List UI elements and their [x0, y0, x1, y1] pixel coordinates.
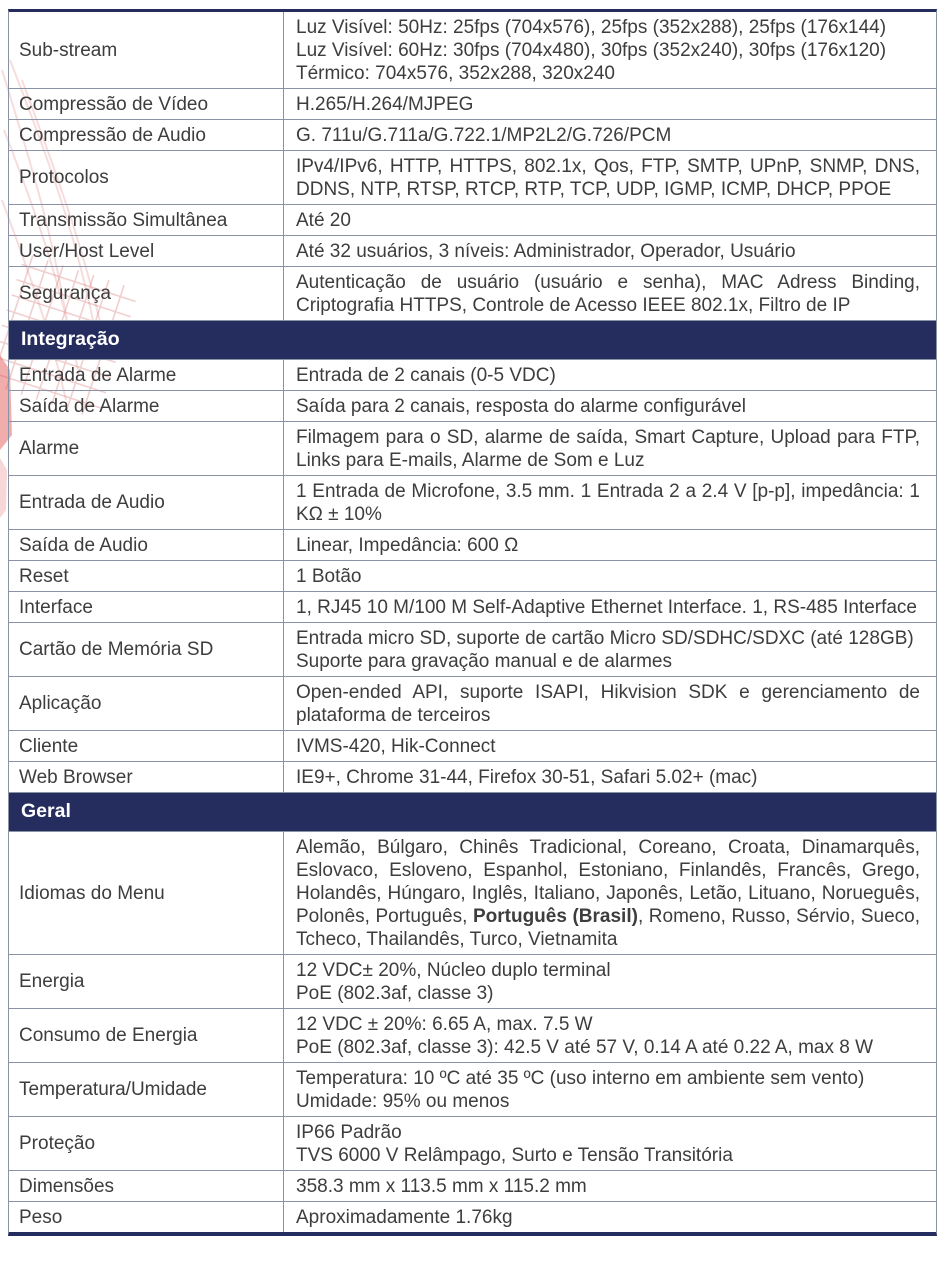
table-row [9, 1008, 936, 1062]
spec-value-line: 358.3 mm x 113.5 mm x 115.2 mm [296, 1175, 587, 1197]
table-row [9, 1201, 936, 1232]
spec-label-reset [9, 561, 284, 591]
spec-value-line: PoE (802.3af, classe 3): 42.5 V até 57 V, 0.14 A até 0.22 A, max 8 W [296, 1036, 874, 1058]
spec-label-text: Sub-stream [19, 39, 118, 61]
spec-label-text: Compressão de Vídeo [19, 93, 209, 115]
table-row [9, 421, 936, 475]
table-row [9, 529, 936, 560]
table-row [9, 622, 936, 676]
table-row [9, 475, 936, 529]
table-row [9, 761, 936, 792]
spec-label-text: Peso [19, 1206, 63, 1228]
table-row [9, 591, 936, 622]
spec-value-line: Open-ended API, suporte ISAPI, Hikvision SDK e gerenciamento de plataforma de terceiros [296, 681, 920, 726]
spec-label-text: Interface [19, 596, 93, 618]
table-row [9, 560, 936, 591]
spec-value-line: Suporte para gravação manual e de alarmes [296, 650, 673, 672]
spec-value-line: Entrada de 2 canais (0-5 VDC) [296, 364, 556, 386]
spec-label-text: User/Host Level [19, 240, 155, 262]
spec-label-text: Dimensões [19, 1175, 115, 1197]
spec-value-line: Aproximadamente 1.76kg [296, 1206, 513, 1228]
spec-label-text: Consumo de Energia [19, 1025, 198, 1046]
spec-value [284, 955, 936, 1008]
spec-value [284, 151, 936, 204]
table-row [9, 954, 936, 1008]
spec-value [284, 677, 936, 730]
table-row [9, 204, 936, 235]
spec-value-line: Entrada micro SD, suporte de cartão Micro SD/SDHC/SDXC (até 128GB) [296, 627, 914, 649]
spec-label-protocolos [9, 151, 284, 204]
table-row [9, 1170, 936, 1201]
spec-value-line: Luz Visível: 60Hz: 30fps (704x480), 30fps (352x240), 30fps (176x120) [296, 39, 887, 61]
spec-value-segment: , Romeno, Russo, Sérvio, Sueco, Tcheco, Thailandês, Turco, Vietnamita [296, 905, 920, 950]
table-row [9, 235, 936, 266]
spec-label-text: Idiomas do Menu [19, 882, 165, 904]
spec-label-temperatura-umidade [9, 1063, 284, 1116]
table-row [9, 1116, 936, 1170]
spec-label-alarme [9, 422, 284, 475]
spec-value-line: 12 VDC ± 20%: 6.65 A, max. 7.5 W [296, 1013, 593, 1035]
spec-value [284, 360, 936, 390]
spec-value-line: IVMS-420, Hik-Connect [296, 735, 496, 757]
table-row [9, 119, 936, 150]
spec-value [284, 422, 936, 475]
spec-label-text: Temperatura/Umidade [19, 1079, 207, 1100]
spec-value [284, 1202, 936, 1232]
spec-value-line: Térmico: 704x576, 352x288, 320x240 [296, 62, 615, 84]
table-row [9, 12, 936, 88]
spec-label-saida-de-alarme [9, 391, 284, 421]
spec-value-line: Até 32 usuários, 3 níveis: Administrador, Operador, Usuário [296, 240, 796, 262]
spec-value-line: 12 VDC± 20%, Núcleo duplo terminal [296, 959, 611, 981]
spec-label-interface [9, 592, 284, 622]
table-row [9, 390, 936, 421]
spec-label-compressao-de-audio [9, 120, 284, 150]
spec-label-text: Reset [19, 565, 69, 587]
spec-label-text: Protocolos [19, 167, 109, 188]
spec-label-seguranca [9, 267, 284, 320]
table-row [9, 831, 936, 954]
spec-label-compressao-de-video [9, 89, 284, 119]
spec-label-text: Energia [19, 971, 85, 992]
spec-value [284, 1171, 936, 1201]
spec-label-energia [9, 955, 284, 1008]
spec-value-line: Linear, Impedância: 600 Ω [296, 534, 519, 556]
spec-label-protecao [9, 1117, 284, 1170]
spec-value-line: Autenticação de usuário (usuário e senha), MAC Adress Binding, Criptografia HTTPS, Controle de Acesso IEEE 802.1x, Filtro de IP [296, 271, 920, 316]
spec-label-web-browser [9, 762, 284, 792]
spec-value-segment: Alemão, Búlgaro, Chinês Tradicional, Coreano, Croata, Dinamarquês, Eslovaco, Esloveno, Espanhol, Estoniano, Finlandês, Francês, Grego, Holandês, Húngaro, Inglês, Italiano, Japonês, Letão, Lituano, Norueguês, Polonês, Português, [296, 836, 920, 927]
table-row [9, 88, 936, 119]
spec-value-segment-bold: Português (Brasil) [472, 905, 638, 927]
spec-label-text: Transmissão Simultânea [19, 209, 228, 231]
spec-label-text: Entrada de Alarme [19, 364, 177, 386]
spec-label-cliente [9, 731, 284, 761]
spec-value-line: 1 Entrada de Microfone, 3.5 mm. 1 Entrada 2 a 2.4 V [p-p], impedância: 1 KΩ ± 10% [296, 480, 920, 525]
spec-value-line: IE9+, Chrome 31-44, Firefox 30-51, Safari 5.02+ (mac) [296, 766, 758, 788]
spec-value [284, 120, 936, 150]
table-row [9, 150, 936, 204]
spec-value [284, 731, 936, 761]
spec-value-line: IP66 Padrão [296, 1121, 402, 1143]
section-header-integracao: Integração [9, 320, 936, 359]
table-row [9, 676, 936, 730]
spec-value [284, 205, 936, 235]
spec-label-dimensoes [9, 1171, 284, 1201]
spec-value [284, 267, 936, 320]
spec-label-idiomas-do-menu [9, 832, 284, 954]
spec-value [284, 1063, 936, 1116]
spec-label-text: Proteção [19, 1133, 96, 1154]
spec-value [284, 1117, 936, 1170]
spec-value [284, 1009, 936, 1062]
spec-table [8, 9, 937, 1236]
spec-label-text: Aplicação [19, 693, 102, 714]
section-header-geral: Geral [9, 792, 936, 831]
spec-value-line [296, 836, 920, 951]
spec-value-line: PoE (802.3af, classe 3) [296, 982, 494, 1004]
spec-label-text: Saída de Alarme [19, 395, 160, 417]
spec-value [284, 236, 936, 266]
spec-value [284, 762, 936, 792]
table-row [9, 266, 936, 320]
spec-value-line: Até 20 [296, 209, 351, 231]
spec-value [284, 89, 936, 119]
spec-label-text: Web Browser [19, 766, 133, 788]
spec-label-saida-de-audio [9, 530, 284, 560]
spec-value-line: Luz Visível: 50Hz: 25fps (704x576), 25fps (352x288), 25fps (176x144) [296, 16, 887, 38]
table-row [9, 730, 936, 761]
spec-label-text: Alarme [19, 438, 80, 459]
spec-value [284, 561, 936, 591]
spec-value-line: IPv4/IPv6, HTTP, HTTPS, 802.1x, Qos, FTP, SMTP, UPnP, SNMP, DNS, DDNS, NTP, RTSP, RTCP, RTP, TCP, UDP, IGMP, ICMP, DHCP, PPOE [296, 155, 920, 200]
spec-label-text: Saída de Audio [19, 534, 148, 556]
spec-value-line: G. 711u/G.711a/G.722.1/MP2L2/G.726/PCM [296, 124, 672, 146]
spec-label-text: Entrada de Audio [19, 492, 165, 513]
spec-label-user-host-level [9, 236, 284, 266]
spec-label-sub-stream [9, 12, 284, 88]
spec-value [284, 623, 936, 676]
table-row [9, 1062, 936, 1116]
spec-label-entrada-de-alarme [9, 360, 284, 390]
spec-value [284, 592, 936, 622]
spec-value-line: 1 Botão [296, 565, 362, 587]
spec-value [284, 476, 936, 529]
spec-label-peso [9, 1202, 284, 1232]
spec-value-line: TVS 6000 V Relâmpago, Surto e Tensão Transitória [296, 1144, 733, 1166]
spec-value [284, 530, 936, 560]
spec-label-text: Segurança [19, 283, 111, 304]
spec-label-consumo-de-energia [9, 1009, 284, 1062]
spec-value [284, 832, 936, 954]
spec-value-line: Temperatura: 10 ºC até 35 ºC (uso interno em ambiente sem vento) [296, 1067, 865, 1089]
spec-label-transmissao-simultanea [9, 205, 284, 235]
spec-value-line: Filmagem para o SD, alarme de saída, Smart Capture, Upload para FTP, Links para E-mails, Alarme de Som e Luz [296, 426, 920, 471]
spec-label-cartao-de-memoria-sd [9, 623, 284, 676]
spec-value-line: 1, RJ45 10 M/100 M Self-Adaptive Ethernet Interface. 1, RS-485 Interface [296, 596, 917, 618]
spec-label-text: Cliente [19, 735, 79, 757]
spec-label-text: Compressão de Audio [19, 124, 206, 146]
spec-value-line: Umidade: 95% ou menos [296, 1090, 510, 1112]
table-row [9, 359, 936, 390]
spec-label-text: Cartão de Memória SD [19, 639, 214, 660]
spec-label-aplicacao [9, 677, 284, 730]
spec-value [284, 12, 936, 88]
spec-value [284, 391, 936, 421]
spec-label-entrada-de-audio [9, 476, 284, 529]
spec-value-line: H.265/H.264/MJPEG [296, 93, 474, 115]
spec-value-line: Saída para 2 canais, resposta do alarme configurável [296, 395, 746, 417]
